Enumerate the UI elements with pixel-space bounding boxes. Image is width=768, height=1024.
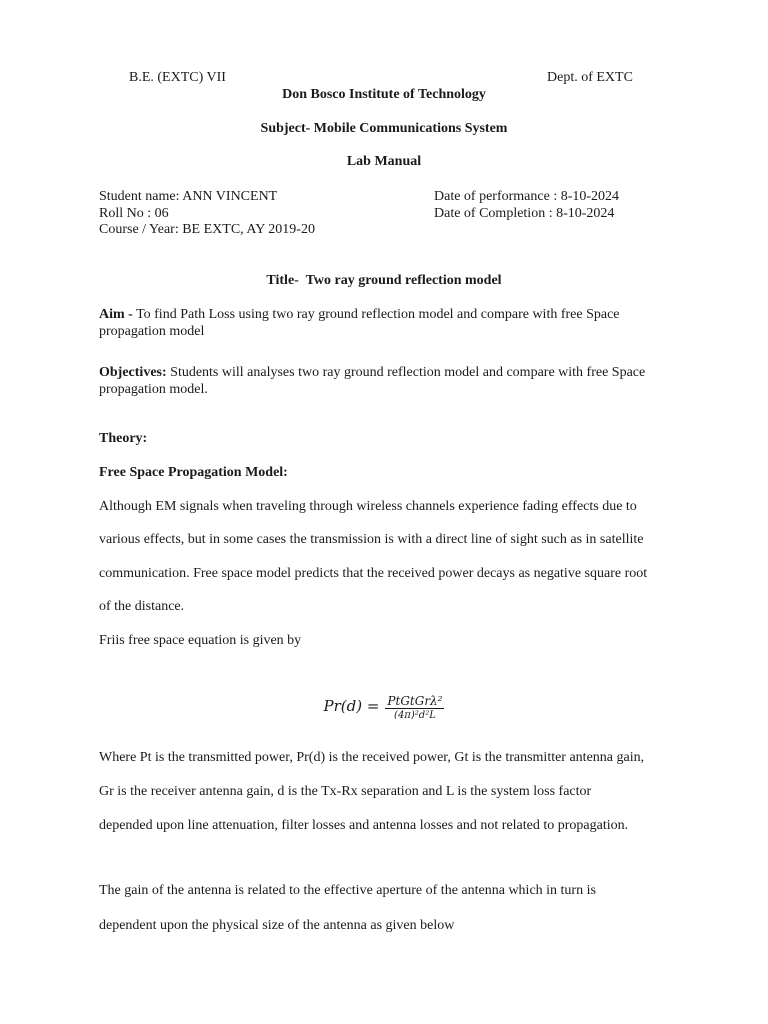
- date-of-performance: Date of performance : 8-10-2024: [434, 189, 620, 204]
- objectives-text: Students will analyses two ray ground reflection model and compare with free Space propagation model.: [99, 365, 646, 397]
- gain-line: dependent upon the physical size of the antenna as given below: [99, 918, 455, 933]
- aim-paragraph: [99, 306, 659, 340]
- free-space-heading: Free Space Propagation Model:: [99, 465, 288, 480]
- course-year: Course / Year: BE EXTC, AY 2019-20: [99, 222, 315, 237]
- formula-numerator: PtGtGrλ²: [387, 693, 443, 708]
- formula-lhs: Pr(d) =: [323, 697, 380, 715]
- friis-equation: [0, 686, 768, 726]
- department-header: Dept. of EXTC: [547, 70, 633, 85]
- where-line: Where Pt is the transmitted power, Pr(d) is the received power, Gt is the transmitter antenna gain,: [99, 750, 645, 765]
- date-of-completion: Date of Completion : 8-10-2024: [434, 206, 615, 221]
- body-line: communication. Free space model predicts that the received power decays as negative square root: [99, 566, 648, 581]
- experiment-title: Title- Two ray ground reflection model: [266, 273, 502, 288]
- body-line: Although EM signals when traveling through wireless channels experience fading effects due to: [99, 499, 637, 514]
- course-semester-header: B.E. (EXTC) VII: [129, 70, 226, 85]
- objectives-paragraph: [99, 364, 659, 398]
- aim-text: To find Path Loss using two ray ground reflection model and compare with free Space propagation model: [99, 307, 620, 339]
- gain-line: The gain of the antenna is related to the effective aperture of the antenna which in turn is: [99, 883, 596, 898]
- subject-heading: Subject- Mobile Communications System: [260, 121, 508, 136]
- roll-number: Roll No : 06: [99, 206, 169, 221]
- body-line: of the distance.: [99, 599, 185, 614]
- lab-manual-heading: Lab Manual: [346, 154, 422, 169]
- formula-fraction: [385, 694, 444, 719]
- formula-denominator: (4π)²d²L: [394, 709, 436, 719]
- objectives-label: Objectives:: [99, 365, 167, 380]
- aim-label: Aim -: [99, 307, 133, 322]
- body-line: various effects, but in some cases the transmission is with a direct line of sight such as in satellite: [99, 532, 644, 547]
- student-name: Student name: ANN VINCENT: [99, 189, 278, 204]
- where-line: depended upon line attenuation, filter losses and antenna losses and not related to propagation.: [99, 818, 629, 833]
- theory-heading: Theory:: [99, 431, 148, 446]
- friis-intro: Friis free space equation is given by: [99, 633, 302, 648]
- institute-name: Don Bosco Institute of Technology: [282, 87, 486, 102]
- where-line: Gr is the receiver antenna gain, d is the Tx-Rx separation and L is the system loss factor: [99, 784, 592, 799]
